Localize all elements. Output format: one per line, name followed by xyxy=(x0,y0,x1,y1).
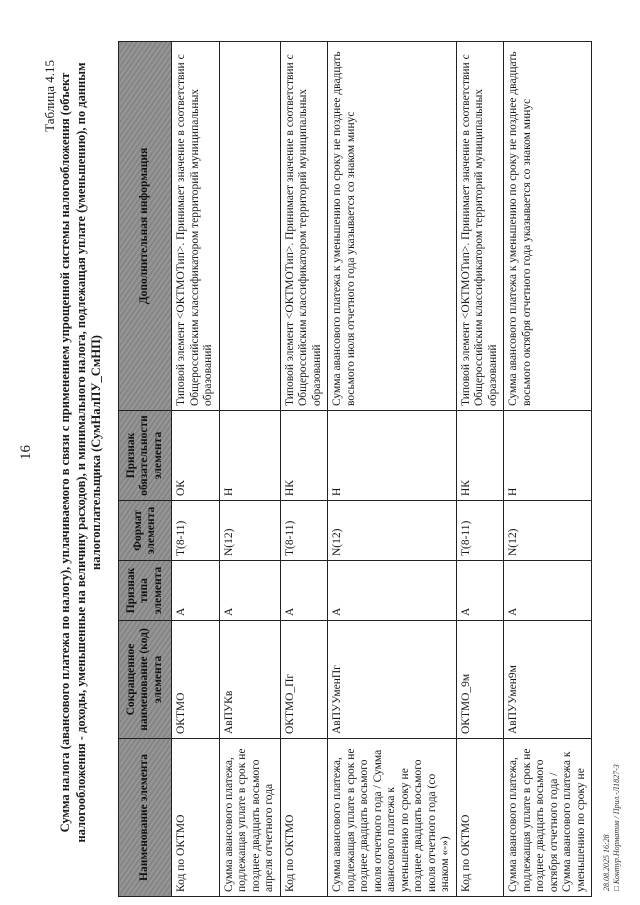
cell-type: А xyxy=(328,561,457,621)
print-date: 28.08.2025 16:28 xyxy=(602,834,611,891)
table-row xyxy=(280,42,328,897)
cell-required: НК xyxy=(280,411,328,501)
cell-code: ОКТМО_Пг xyxy=(280,621,328,739)
cell-type: А xyxy=(456,561,504,621)
cell-required: НК xyxy=(456,411,504,501)
table-row xyxy=(456,42,504,897)
header-element-name: Наименование элемента xyxy=(119,739,172,897)
cell-type: А xyxy=(219,561,280,621)
cell-code: АвПУУмен9м xyxy=(504,621,592,739)
cell-format: T(8-11) xyxy=(280,501,328,561)
cell-type: А xyxy=(172,561,220,621)
cell-format: T(8-11) xyxy=(172,501,220,561)
cell-info xyxy=(219,42,280,411)
cell-code: АвПУУменПг xyxy=(328,621,457,739)
cell-info: Типовой элемент <ОКТМОТип>. Принимает значение в соответствии с Общероссийским классификатором территорий муниципальных образований xyxy=(280,42,328,411)
print-stamp xyxy=(602,764,622,891)
cell-info: Сумма авансового платежа к уменьшению по сроку не позднее двадцать восьмого октября отчетного года указывается со знаком минус xyxy=(504,42,592,411)
cell-required: Н xyxy=(328,411,457,501)
cell-required: Н xyxy=(219,411,280,501)
cell-code: ОКТМО_9м xyxy=(456,621,504,739)
header-element-required: Признак обязательности элемента xyxy=(119,411,172,501)
cell-name: Сумма авансового платежа, подлежащая уплате в срок не позднее двадцать восьмого октября отчетного года / Сумма авансового платежа к уменьшению по сроку не xyxy=(504,739,592,897)
cell-format: N(12) xyxy=(504,501,592,561)
cell-name: Сумма авансового платежа, подлежащая уплате в срок не позднее двадцать восьмого июля отчетного года / Сумма авансового платежа к уменьшению по сроку не позднее двадцать восьмого июля отчетного года (со знаком «-») xyxy=(328,739,457,897)
header-element-format: Формат элемента xyxy=(119,501,172,561)
table-row xyxy=(504,42,592,897)
header-additional-info: Дополнительная информация xyxy=(119,42,172,411)
table-header-row xyxy=(119,42,172,897)
cell-info: Типовой элемент <ОКТМОТип>. Принимает значение в соответствии с Общероссийским классификатором территорий муниципальных образований xyxy=(456,42,504,411)
cell-required: ОК xyxy=(172,411,220,501)
cell-name: Код по ОКТМО xyxy=(172,739,220,897)
cell-name: Код по ОКТМО xyxy=(456,739,504,897)
element-spec-table xyxy=(118,41,592,897)
table-row xyxy=(172,42,220,897)
cell-code: ОКТМО xyxy=(172,621,220,739)
cell-code: АвПУКв xyxy=(219,621,280,739)
print-source: □ Контур.Норматив / Прил.-Л1827-3 xyxy=(612,764,621,891)
cell-info: Типовой элемент <ОКТМОТип>. Принимает значение в соответствии с Общероссийским классификатором территорий муниципальных образований xyxy=(172,42,220,411)
table-row xyxy=(328,42,457,897)
cell-type: А xyxy=(280,561,328,621)
cell-format: T(8-11) xyxy=(456,501,504,561)
cell-name: Сумма авансового платежа, подлежащая уплате в срок не позднее двадцать восьмого апреля отчетного года xyxy=(219,739,280,897)
page-number: 16 xyxy=(18,445,34,460)
header-element-type: Признак типа элемента xyxy=(119,561,172,621)
cell-info: Сумма авансового платежа к уменьшению по сроку не позднее двадцать восьмого июля отчетного года указывается со знаком минус xyxy=(328,42,457,411)
cell-type: А xyxy=(504,561,592,621)
table-caption: Сумма налога (авансового платежа по налогу), уплачиваемого в связи с применением упрощенной системы налогообложения (объект налогообложения - доходы, уменьшенные на величину расходов), и минимального налога, подлежащая уплате (уменьшению), по данным налогоплательщика (СумНалПУ_СмНП) xyxy=(58,62,103,843)
cell-name: Код по ОКТМО xyxy=(280,739,328,897)
cell-format: N(12) xyxy=(328,501,457,561)
cell-format: N(12) xyxy=(219,501,280,561)
table-label: Таблица 4.15 xyxy=(42,60,57,132)
cell-required: Н xyxy=(504,411,592,501)
header-element-code: Сокращенное наименование (код) элемента xyxy=(119,621,172,739)
table-row xyxy=(219,42,280,897)
